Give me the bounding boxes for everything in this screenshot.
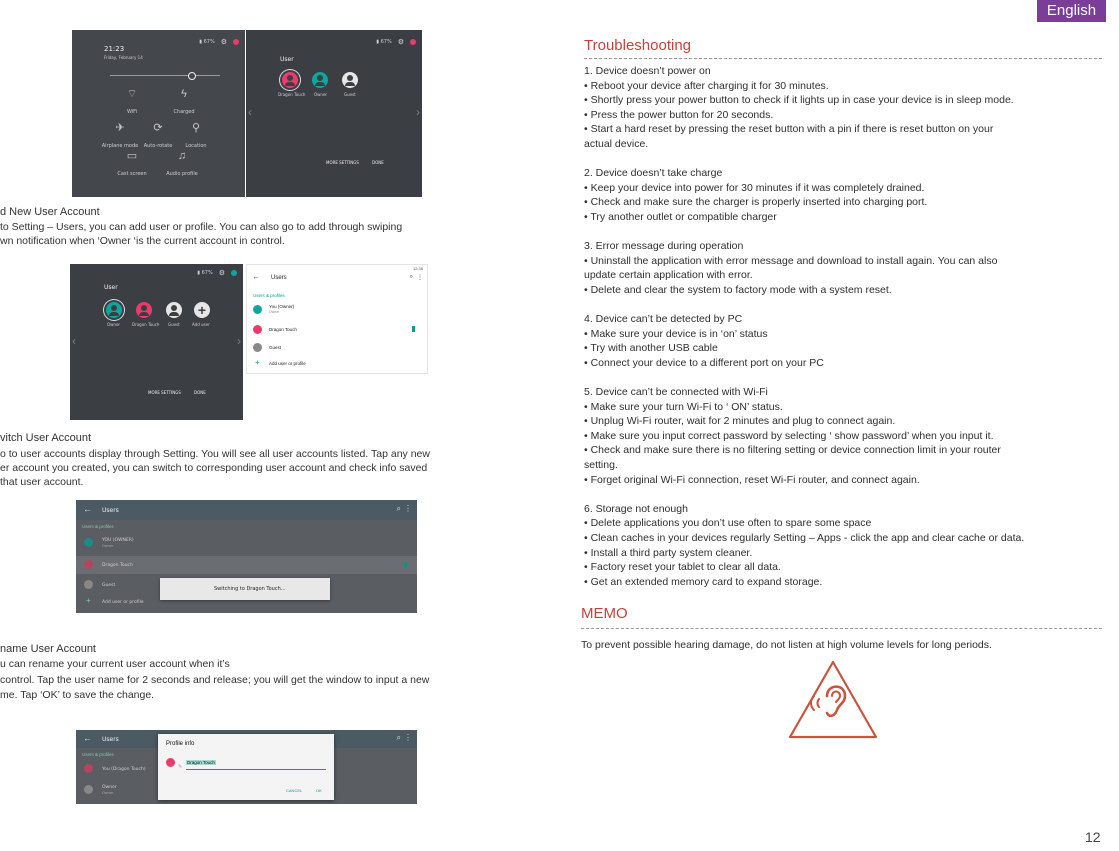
user-row-guest[interactable]: Guest <box>247 341 427 355</box>
issue-line: • Check and make sure there is no filtering setting or device connection limit in your router <box>584 444 1001 457</box>
switching-row-add[interactable]: + Add user or profile <box>86 596 144 605</box>
user-row-add[interactable]: + Add user or profile <box>255 358 306 367</box>
user-avatar-icon <box>84 764 93 773</box>
search-icon[interactable]: ⌕ <box>409 274 413 280</box>
issue-title: 6. Storage not enough <box>584 502 688 515</box>
user-avatar-icon <box>233 39 239 45</box>
battery-icon: ▮ 67% <box>199 39 215 45</box>
issue-block <box>584 239 1104 297</box>
issue-line: • Unplug Wi-Fi router, wait for 2 minutes and plug to connect again. <box>584 415 896 428</box>
issue-line: • Get an extended memory card to expand storage. <box>584 575 823 588</box>
qs-tile-rotate[interactable]: ⟳ Auto-rotate <box>138 122 178 152</box>
gear-icon: ⚙ <box>220 39 227 46</box>
ear-inner <box>832 692 840 703</box>
rename-user-title: name User Account <box>0 643 96 655</box>
issue-line: • Make sure your device is in ‘on’ status <box>584 327 768 340</box>
hearing-warning-icon <box>787 658 879 740</box>
issue-line: • Delete applications you don’t use often to spare some space <box>584 517 872 530</box>
user-row-owner[interactable]: You (Owner) Owner <box>247 303 427 317</box>
profile-name-value: Dragon Touch <box>187 760 215 765</box>
add-user-icon[interactable]: + <box>194 302 210 318</box>
qs-tile-location[interactable]: ⚲ Location <box>176 122 216 152</box>
issue-line: • Press the power button for 20 seconds. <box>584 108 774 121</box>
issue-line: • Start a hard reset by pressing the reset button with a pin if there is reset button on your <box>584 123 994 136</box>
page-number: 12 <box>1085 829 1101 845</box>
issue-line: • Make sure your turn Wi-Fi to ‘ ON’ status. <box>584 400 783 413</box>
back-arrow-icon[interactable]: ← <box>83 733 92 743</box>
user-avatar-owner[interactable] <box>106 302 122 318</box>
user-avatar-icon <box>231 270 237 276</box>
issue-line: • Connect your device to a different port on your PC <box>584 356 824 369</box>
switching-section-header: Users & profiles <box>82 524 114 529</box>
back-arrow-icon[interactable]: ← <box>83 504 92 514</box>
rename-user-body-3: me. Tap ‘OK’ to save the change. <box>0 689 155 701</box>
switching-row-owner[interactable]: YOU (OWNER) Owner <box>76 534 417 552</box>
rename-user-body-1: u can rename your current user account when it’s <box>0 658 230 670</box>
qs-tile-wifi[interactable]: ⌔ WiFi <box>112 88 152 118</box>
issue-line: • Uninstall the application with error message and download to install again. You can also <box>584 254 998 267</box>
switching-user-screenshot <box>76 500 417 613</box>
search-icon[interactable]: ⌕ <box>396 733 401 742</box>
profile-row-owner[interactable]: Owner Owner <box>76 782 160 800</box>
search-icon[interactable]: ⌕ <box>396 504 401 513</box>
switching-toolbar <box>76 500 417 520</box>
issue-line: • Keep your device into power for 30 minutes if it was completely drained. <box>584 181 925 194</box>
more-settings-button[interactable]: MORE SETTINGS <box>326 160 359 165</box>
issue-line: • Forget original Wi-Fi connection, reset Wi-Fi router, and connect again. <box>584 473 920 486</box>
qs-status-icons <box>199 38 239 46</box>
user-panel-add-screenshot: User ▮ 67% ⚙ + Owner Dragon Touch Guest Add user MORE SETTINGS DONE ‹ › <box>70 264 243 420</box>
user-panel-status-icons <box>376 38 416 46</box>
chevron-left-icon: ‹ <box>72 334 76 349</box>
issue-line: • Make sure you input correct password by selecting ‘ show password’ when you input it. <box>584 429 994 442</box>
trash-icon[interactable] <box>412 326 415 332</box>
battery-icon: ▮ 67% <box>197 270 213 276</box>
user-avatar-icon <box>253 343 262 352</box>
done-button[interactable]: DONE <box>194 390 206 395</box>
battery-icon: ▮ 67% <box>376 39 392 45</box>
more-icon[interactable]: ⋮ <box>417 275 423 281</box>
profile-dialog-title: Profile info <box>166 741 195 747</box>
switch-user-body-3: that user account. <box>0 476 84 488</box>
qs-tile-battery[interactable]: ϟ Charged <box>164 88 204 118</box>
user-avatar-owner[interactable] <box>312 72 328 88</box>
wifi-off-icon: ⌔ <box>126 88 138 100</box>
cancel-button[interactable]: CANCEL <box>286 788 303 793</box>
quick-settings-screenshot <box>72 30 245 197</box>
qs-time: 21:23 <box>104 45 125 53</box>
add-user-body-2: wn notification when ‘Owner ‘is the current account in control. <box>0 235 285 247</box>
switching-row-dragon-touch[interactable]: Dragon Touch <box>76 556 417 574</box>
plus-icon: + <box>255 358 260 367</box>
issue-line: • Try with another USB cable <box>584 342 718 355</box>
issue-line: setting. <box>584 459 618 472</box>
users-section-header: Users & profiles <box>253 293 285 298</box>
issue-title: 4. Device can’t be detected by PC <box>584 313 743 326</box>
trash-icon[interactable] <box>404 562 407 568</box>
memo-title: MEMO <box>581 605 628 622</box>
profile-info-screenshot <box>76 730 417 804</box>
users-list-toolbar <box>247 265 427 287</box>
qs-tile-audio[interactable]: ♫ Audio profile <box>162 150 202 180</box>
qs-date: Friday, February 14 <box>104 55 143 60</box>
issue-title: 5. Device can’t be connected with Wi-Fi <box>584 386 768 399</box>
issue-line: update certain application with error. <box>584 269 753 282</box>
back-arrow-icon[interactable]: ← <box>252 272 260 281</box>
user-panel-title: User <box>280 56 294 63</box>
ok-button[interactable]: OK <box>316 788 322 793</box>
user-avatar-dragon-touch[interactable] <box>282 72 298 88</box>
rename-user-body-2: control. Tap the user name for 2 seconds and release; you will get the window to input a new <box>0 674 430 686</box>
profile-section-header: Users & profiles <box>82 752 114 757</box>
user-avatar-icon <box>84 785 93 794</box>
user-avatar-dragon-touch[interactable] <box>136 302 152 318</box>
issue-line: • Clean caches in your devices regularly Setting – Apps - click the app and clear cache or data. <box>584 532 1025 544</box>
user-avatar-guest[interactable] <box>342 72 358 88</box>
switching-toast <box>160 578 330 600</box>
plus-icon: + <box>86 596 91 605</box>
issue-title: 2. Device doesn’t take charge <box>584 167 723 180</box>
issue-line: actual device. <box>584 137 649 150</box>
memo-rule <box>581 628 1102 629</box>
pencil-icon: ✎ <box>178 764 183 770</box>
issue-title: 3. Error message during operation <box>584 240 744 253</box>
switching-row-guest[interactable]: Guest <box>76 578 417 592</box>
cast-icon: ▭ <box>126 150 138 162</box>
more-icon[interactable]: ⋮ <box>404 504 412 513</box>
issue-line: • Check and make sure the charger is properly inserted into charging port. <box>584 196 928 209</box>
issue-line: • Shortly press your power button to check if it lights up in case your device is in sleep mode. <box>584 94 1014 107</box>
issue-line: • Reboot your device after charging it for 30 minutes. <box>584 79 829 92</box>
troubleshooting-rule <box>584 58 1102 59</box>
done-button[interactable]: DONE <box>372 160 384 165</box>
switching-toast-text: Switching to Dragon Touch... <box>214 586 286 592</box>
issue-line: • Install a third party system cleaner. <box>584 546 753 559</box>
language-tab: English <box>1037 0 1106 22</box>
user-panel-screenshot: User ▮ 67% ⚙ Dragon Touch Owner Guest MORE SETTINGS DONE ‹ › <box>246 30 422 197</box>
profile-avatar-icon <box>166 758 175 767</box>
issue-line: • Factory reset your tablet to clear all data. <box>584 561 781 574</box>
more-settings-button[interactable]: MORE SETTINGS <box>148 390 181 395</box>
audio-profile-icon: ♫ <box>177 150 187 162</box>
brightness-slider[interactable] <box>110 75 220 76</box>
user-avatar-icon <box>410 39 416 45</box>
user-panel2-title: User <box>104 284 118 291</box>
user-avatar-icon <box>84 538 93 547</box>
add-user-title: d New User Account <box>0 206 100 218</box>
qs-tile-cast[interactable]: ▭ Cast screen <box>112 150 152 180</box>
gear-icon: ⚙ <box>218 270 225 277</box>
more-icon[interactable]: ⋮ <box>404 733 412 742</box>
profile-info-dialog <box>158 734 334 800</box>
users-list-title: Users <box>271 275 287 281</box>
profile-name-input[interactable] <box>186 760 326 770</box>
switch-user-body-2: er account you created, you can switch to corresponding user account and check info saved <box>0 462 428 474</box>
users-list-screenshot <box>246 264 428 374</box>
troubleshooting-title: Troubleshooting <box>584 37 692 54</box>
profile-row-self[interactable]: You (Dragon Touch) <box>76 762 160 776</box>
location-icon: ⚲ <box>191 122 201 134</box>
troubleshooting-list <box>584 64 1104 589</box>
battery-charging-icon: ϟ <box>181 88 187 100</box>
switch-user-title: vitch User Account <box>0 432 92 444</box>
user-avatar-icon <box>253 305 262 314</box>
users-list-time: 12:35 <box>412 266 423 271</box>
brightness-thumb[interactable] <box>188 72 196 80</box>
user-panel2-status-icons <box>197 269 237 277</box>
profile-screen-title: Users <box>102 736 119 743</box>
warning-triangle <box>790 662 876 737</box>
chevron-left-icon: ‹ <box>248 105 252 120</box>
user-avatar-icon <box>253 325 262 334</box>
chevron-right-icon: › <box>416 105 420 120</box>
issue-block <box>584 64 1104 152</box>
issue-line: • Try another outlet or compatible charger <box>584 210 777 223</box>
issue-line: • Delete and clear the system to factory mode with a system reset. <box>584 283 892 296</box>
chevron-right-icon: › <box>237 334 241 349</box>
memo-text: To prevent possible hearing damage, do not listen at high volume levels for long periods. <box>581 639 992 651</box>
user-avatar-guest[interactable] <box>166 302 182 318</box>
switch-user-body-1: o to user accounts display through Setting. You will see all user accounts listed. Tap any new <box>0 448 430 460</box>
airplane-icon: ✈ <box>115 122 125 134</box>
qs-tile-airplane[interactable]: ✈ Airplane mode <box>101 122 139 149</box>
gear-icon: ⚙ <box>397 39 404 46</box>
user-avatar-icon <box>84 580 93 589</box>
rotate-icon: ⟳ <box>153 122 163 134</box>
user-avatar-icon <box>84 560 93 569</box>
issue-block <box>584 385 1104 487</box>
issue-block <box>584 312 1104 370</box>
issue-block <box>584 502 1104 590</box>
issue-block <box>584 166 1104 224</box>
switching-title: Users <box>102 507 119 514</box>
sound-wave-1 <box>818 699 820 707</box>
add-user-body-1: to Setting – Users, you can add user or profile. You can also go to add through swiping <box>0 221 403 233</box>
user-row-dragon-touch[interactable]: Dragon Touch <box>247 323 427 337</box>
issue-title: 1. Device doesn’t power on <box>584 65 711 77</box>
